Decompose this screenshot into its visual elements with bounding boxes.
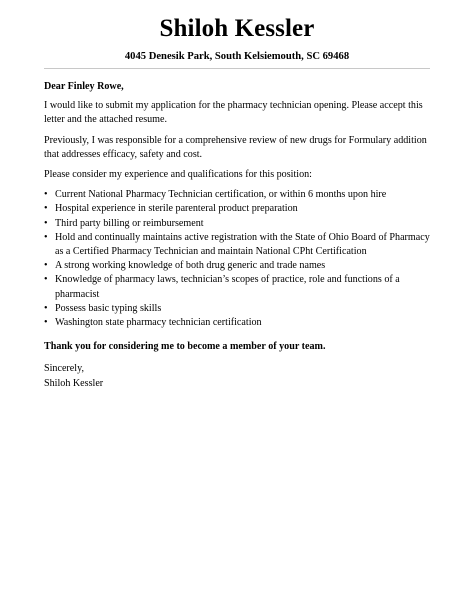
list-item (44, 259, 436, 273)
list-item-text: Current National Pharmacy Technician certification, or within 6 months upon hire (55, 189, 387, 201)
experience-paragraph: Previously, I was responsible for a comprehensive review of new drugs for Formulary addition that addresses efficacy, safety and cost. (44, 134, 427, 160)
bullet-icon: • (44, 317, 48, 329)
list-item (44, 202, 436, 216)
list-item-text: Washington state pharmacy technician certification (55, 317, 262, 329)
salutation: Dear Finley Rowe, (44, 81, 124, 92)
header-divider (44, 68, 430, 69)
letter-body (44, 80, 436, 391)
bullet-icon: • (44, 260, 48, 272)
bullet-icon: • (44, 231, 48, 243)
qualifications-list (44, 188, 436, 330)
bullet-icon: • (44, 189, 48, 201)
list-item (44, 231, 436, 259)
bullet-icon: • (44, 274, 48, 286)
signature-name: Shiloh Kessler (44, 377, 104, 389)
applicant-name: Shiloh Kessler (159, 15, 315, 42)
list-item (44, 217, 436, 231)
list-item (44, 188, 436, 202)
signoff: Sincerely, (44, 363, 84, 375)
list-item-text: Knowledge of pharmacy laws, technician’s scopes of practice, role and functions of a pharmacist (55, 274, 400, 300)
bullet-icon: • (44, 302, 48, 314)
list-item-text: A strong working knowledge of both drug generic and trade names (55, 260, 326, 272)
list-item (44, 273, 436, 301)
closing-thanks: Thank you for considering me to become a member of your team. (44, 341, 326, 353)
intro-paragraph: I would like to submit my application for the pharmacy technician opening. Please accept this letter and the attached resume. (44, 100, 423, 126)
list-item-text: Possess basic typing skills (55, 302, 162, 314)
bullet-icon: • (44, 203, 48, 215)
applicant-address: 4045 Denesik Park, South Kelsiemouth, SC 69468 (124, 51, 350, 62)
list-item-text: Hospital experience in sterile parenteral product preparation (55, 203, 298, 215)
list-item (44, 316, 436, 330)
list-item-text: Hold and continually maintains active registration with the State of Ohio Board of Pharmacy as a Certified Pharmacy Technician and maintain National CPht Certification (55, 231, 430, 258)
list-item (44, 302, 436, 316)
bullet-icon: • (44, 217, 48, 229)
qualifications-intro: Please consider my experience and qualifications for this position: (44, 169, 312, 181)
list-item-text: Third party billing or reimbursement (55, 217, 204, 229)
